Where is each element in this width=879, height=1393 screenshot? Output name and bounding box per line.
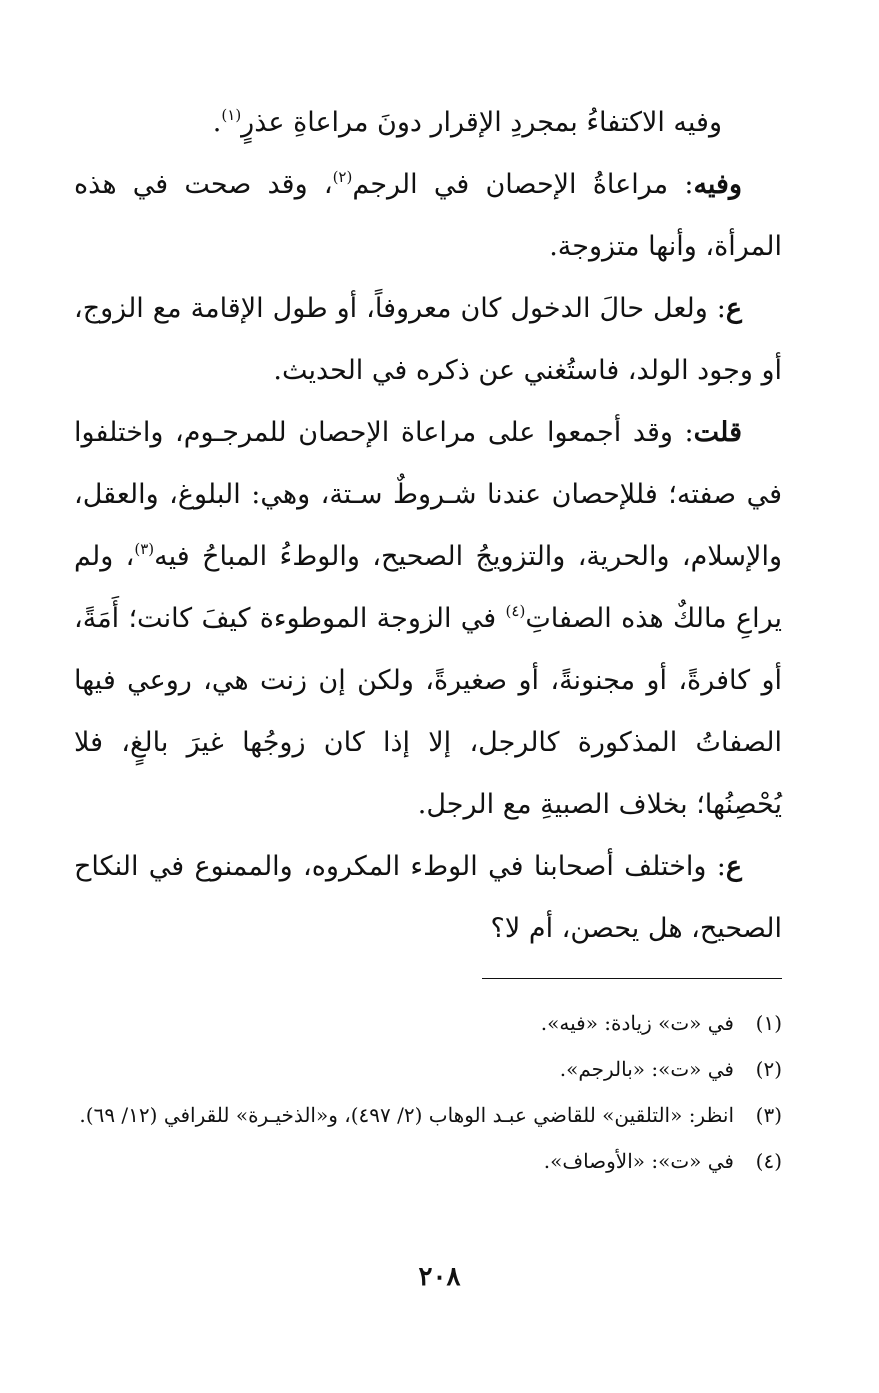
footnote-2	[74, 1046, 782, 1092]
footnote-ref-1: (١)	[221, 106, 242, 124]
footnote-text: في «ت»: «بالرجم».	[559, 1057, 734, 1081]
footnote-text: في «ت» زيادة: «فيه».	[540, 1011, 734, 1035]
paragraph-4-text-c: في الزوجة الموطوءة كيفَ كانت؛ أَمَةً، أو كافرةً، أو مجنونةً، أو صغيرةً، ولكن إن زنت هي، روعي فيها الصفاتُ المذكورة كالرجل، إلا إذا كان زوجُها غيرَ بالغٍ، فلا يُحْصِنُها؛ بخلاف الصبيةِ مع الرجل.	[74, 603, 782, 820]
paragraph-4-text-a: : وقد أجمعوا على مراعاة الإحصان للمرجـوم، واختلفوا في صفته؛ فللإحصان عندنا شـروطٌ سـتة، وهي: البلوغ، والعقل، والإسلام، والحرية، والتزويجُ الصحيح، والوطءُ المباحُ فيه	[74, 417, 782, 572]
footnote-3	[74, 1092, 782, 1138]
paragraph-3-lead: ع	[725, 293, 742, 324]
paragraph-3	[74, 278, 782, 402]
footnote-1	[74, 1000, 782, 1046]
footnote-ref-2: (٢)	[332, 168, 353, 186]
footnote-ref-4: (٤)	[505, 602, 526, 620]
page-number: ٢٠٨	[418, 1262, 461, 1292]
footnote-separator	[482, 978, 782, 979]
paragraph-2	[74, 154, 782, 278]
footnotes	[74, 1000, 782, 1184]
paragraph-3-text: : ولعل حالَ الدخول كان معروفاً، أو طول الإقامة مع الزوج، أو وجود الولد، فاستُغني عن ذكره في الحديث.	[74, 293, 782, 386]
footnote-number: (٤)	[755, 1149, 782, 1173]
paragraph-2-text-a: : مراعاةُ الإحصان في الرجم	[352, 169, 694, 200]
paragraph-1-text: وفيه الاكتفاءُ بمجردِ الإقرار دونَ مراعاةِ عذرٍ	[241, 107, 722, 138]
paragraph-1	[74, 92, 782, 154]
footnote-text: في «ت»: «الأوصاف».	[543, 1149, 734, 1173]
footnote-number: (١)	[755, 1011, 782, 1035]
paragraph-5	[74, 836, 782, 960]
main-text	[74, 92, 782, 960]
footnote-number: (٢)	[755, 1057, 782, 1081]
paragraph-5-lead: ع	[725, 851, 742, 882]
paragraph-2-lead: وفيه	[693, 169, 743, 200]
paragraph-2-text-b: ، وقد صحت في هذه المرأة، وأنها متزوجة.	[74, 169, 782, 262]
paragraph-4-lead: قلت	[693, 417, 742, 448]
footnote-number: (٣)	[755, 1103, 782, 1127]
paragraph-4	[74, 402, 782, 836]
footnote-text: انظر: «التلقين» للقاضي عبـد الوهاب (٢/ ٤٩٧)، و«الذخيـرة» للقرافي (١٢/ ٦٩).	[79, 1103, 734, 1127]
footnote-4	[74, 1138, 782, 1184]
paragraph-5-text: : واختلف أصحابنا في الوطء المكروه، والممنوع في النكاح الصحيح، هل يحصن، أم لا؟	[74, 851, 782, 944]
paragraph-4-text-b: ، ولم يراعِ مالكٌ هذه الصفاتِ	[74, 541, 782, 634]
paragraph-1-end: .	[212, 107, 222, 138]
footnote-ref-3: (٣)	[134, 540, 155, 558]
